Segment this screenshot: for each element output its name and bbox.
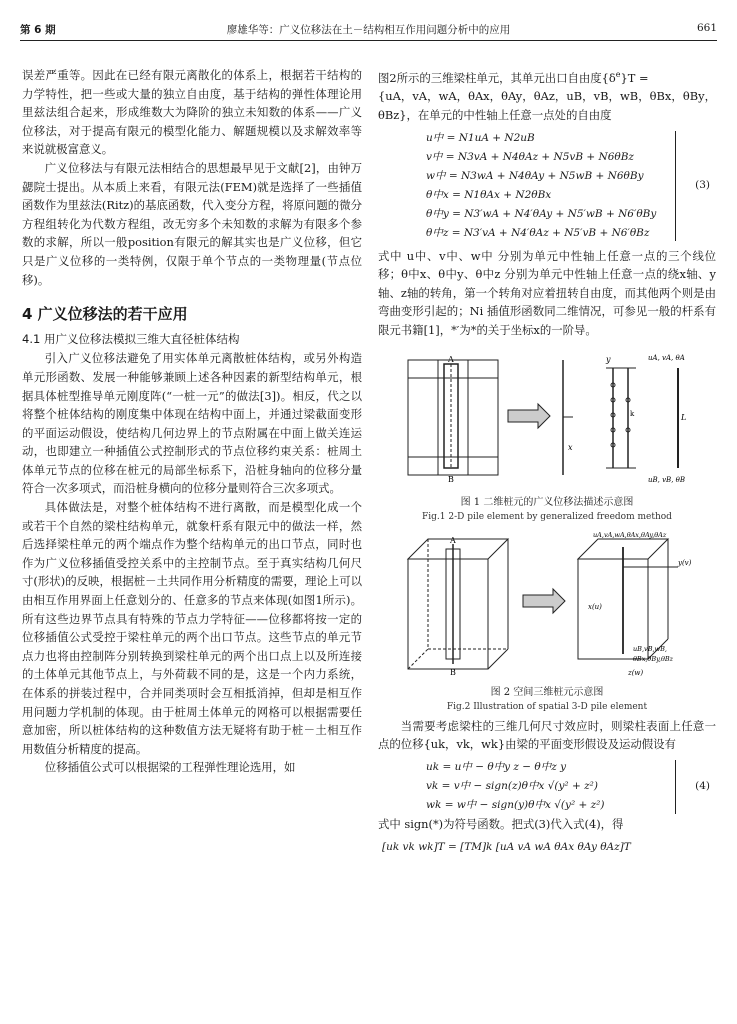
figure-2-diagram xyxy=(378,529,708,677)
equation-line: v中 = N3vA + N4θAz + N5vB + N6θBz xyxy=(426,150,634,163)
running-title: 廖雄华等：广义位移法在土－结构相互作用问题分析中的应用 xyxy=(226,24,511,36)
header-rule xyxy=(20,40,717,41)
axis-x-label: x xyxy=(568,442,573,452)
figure-1-caption: 图 1 二维桩元的广义位移法描述示意图 xyxy=(460,497,634,509)
paragraph: 广义位移法与有限元法相结合的思想最早见于文献[2]，由钟万勰院士提出。从本质上来看，有限元法(FEM)就是选择了一些插值函数作为里兹法(Ritz)的基底函数，代入变分方程，将原问题的微分方程组转化为代数方程组，改无穷多个未知数的求解为有限多个参数的求解，所以一般position有限元的解其实也是广义位移，但它只是广义位移的一类特例，仅限于单个节点的一类物理量(节点位移)。 xyxy=(22,160,362,287)
equation-line: θ中y = N3′wA + N4′θAy + N5′wB + N6′θBy xyxy=(426,207,657,220)
paragraph: 式中 u中、v中、w中 分别为单元中性轴上任意一点的三个线位移；θ中x、θ中y、θ中z 分别为单元中性轴上任意一点的绕x轴、y轴、z轴的转角，第一个转角对应着扭转自由度，而其他两个则是由弯曲变形引起的；Ni 插值形函数同二维情况，可参见一般的杆系有限元书籍[1]，*′为*的关于坐标x的一阶导。 xyxy=(378,248,716,337)
node-label-a: A xyxy=(450,536,456,546)
node-label-b: B xyxy=(448,474,454,484)
equation-line: θ中z = N3′vA + N4′θAz + N5′vB + N6′θBz xyxy=(426,226,650,239)
figure-1-caption-en: Fig.1 2-D pile element by generalized freedom method xyxy=(422,512,672,523)
top-dof-label: uA,vA,wA,θAx,θAy,θAz xyxy=(593,531,667,540)
figure-1-diagram xyxy=(378,350,708,488)
paragraph: 式中 sign(*)为符号函数。把式(3)代入式(4)，得 xyxy=(378,816,624,831)
text-run: 图2所示的三维梁柱单元，其单元出口自由度{δ xyxy=(378,70,616,85)
bottom-dof-label-2: θBx,θBy,θBz xyxy=(633,655,674,664)
axis-z-label: z(w) xyxy=(628,669,644,678)
top-dof-label: uA, vA, θA xyxy=(648,353,685,362)
node-k-label: k xyxy=(630,409,635,418)
paragraph: 当需要考虑梁柱的三维几何尺寸效应时，则梁柱表面上任意一点的位移{uk，vk，wk}由梁的平面变形假设及运动假设有 xyxy=(378,718,716,752)
axis-y-label: y xyxy=(606,354,611,364)
figure-2-caption: 图 2 空间三维桩元示意图 xyxy=(490,686,604,698)
node-label-b: B xyxy=(450,668,456,678)
right-column xyxy=(378,66,716,857)
bottom-dof-label-1: uB,vB,wB, xyxy=(633,645,667,654)
paragraph: 图2所示的三维梁柱单元，其单元出口自由度$\{\delta^e\}T$ = xyxy=(378,70,649,85)
paragraph: 引入广义位移法避免了用实体单元离散桩体结构，或另外构造单元形函数、发展一种能够兼顾上述各种因素的新型结构单元，根据具体桩型推导单元刚度阵(“一桩一元”的做法[3])。相反，代之以将整个桩体结构的刚度集中体现在结构中面上，并通过梁截面变形的平面运动假设，使结构几何边界上的节点附属在中面上做关连运动，也即建立一种插值公式控制形式的节点位移约束关系：桩周土体单元节点的位移在桩元的局部坐标系下，沿桩身轴向的位移分量符合一次多项式，而沿桩身横向的位移分量则符合三次多项式。 xyxy=(22,351,362,496)
subsection-heading: 4.1 用广义位移法模拟三维大直径桩体结构 xyxy=(22,331,240,346)
equation-line: w中 = N3wA + N4θAy + N5wB + N6θBy xyxy=(426,169,644,182)
node-label-a: A xyxy=(448,354,454,364)
page-header xyxy=(20,22,717,38)
bottom-dof-label: uB, vB, θB xyxy=(648,475,686,484)
figure-2-caption-en: Fig.2 Illustration of spatial 3-D pile element xyxy=(446,701,648,712)
brace xyxy=(671,131,676,241)
paragraph: {uA，vA，wA，θAx，θAy，θAz，uB，vB，wB，θBx，θBy，θBz}，在单元的中性轴上任意一点处的自由度 xyxy=(378,89,716,122)
equation-line: θ中x = N1θAx + N2θBx xyxy=(426,188,552,201)
equation-3 xyxy=(378,129,716,243)
paragraph: 位移插值公式可以根据梁的工程弹性理论选用，如 xyxy=(44,760,296,775)
figure-2 xyxy=(378,529,716,715)
section-heading: 4 广义位移法的若干应用 xyxy=(22,305,188,324)
equation-line: u中 = N1uA + N2uB xyxy=(426,131,535,144)
equation-line: vk = v中 − sign(z)θ中x √(y² + z²) xyxy=(426,779,598,792)
axis-x-label: x(u) xyxy=(588,603,602,612)
equation-number: (4) xyxy=(695,779,710,792)
axis-y-label: y(v) xyxy=(678,559,692,568)
equation-line: wk = w中 − sign(y)θ中x √(y² + z²) xyxy=(426,798,605,811)
equation-4 xyxy=(378,758,716,815)
left-column xyxy=(22,66,362,777)
issue-number: 第 6 期 xyxy=(20,24,56,36)
paragraph: 误差严重等。因此在已经有限元离散化的体系上，根据若干结构的力学特性，把一些或大量的独立自由度，基于结构的弹性体理论用里兹法组合起来，形成维数大为降阶的独立未知数的体系——广义位移法，对于提高有限元的模型化能力、解题规模以及求解效率等来说就极富意义。 xyxy=(22,68,362,157)
length-label: L xyxy=(681,412,687,422)
page-number: 661 xyxy=(696,22,717,34)
text-run: }T = xyxy=(620,70,649,85)
brace xyxy=(671,760,676,814)
figure-1 xyxy=(378,350,716,526)
equation-number: (3) xyxy=(695,178,710,191)
equation-line: uk = u中 − θ中y z − θ中z y xyxy=(426,760,567,773)
equation-5: [uk vk wk]T = [TM]k [uA vA wA θAx θAy θAz]T xyxy=(382,840,631,853)
paragraph: 具体做法是，对整个桩体结构不进行离散，而是模型化成一个或若干个自然的梁柱结构单元，就象杆系有限元中的做法一样，然后选择梁柱单元的两个端点作为整个结构单元的出口节点，同时也作为广义位移插值受控关系中的主控制节点。至于真实结构几何尺寸(形状)的反映，根据桩－土共同作用分析精度的需要，理论上可以由相互作用界面上任意划分的、任意多的节点来体现(如图1所示)。所有这些边界节点具有特殊的节点力学特征——位移都将按一定的位移插值公式受控于梁柱单元的两个出口节点。这些节点的单元节点力也将由控制阵分别转换到梁柱单元的两个出口点上以及所连接的土体单元其他节点上，与外荷载不同的是，这是一个内力系统，在体系的拼装过程中，合并同类项时会互相抵消掉，但却是相互作用问题力学机制的体现。由于桩周土体单元的网格可以根据需要任意加密，所以桩体结构的这种数值方法无疑将有助于桩－土相互作用数值分析精度的提高。 xyxy=(22,500,362,756)
